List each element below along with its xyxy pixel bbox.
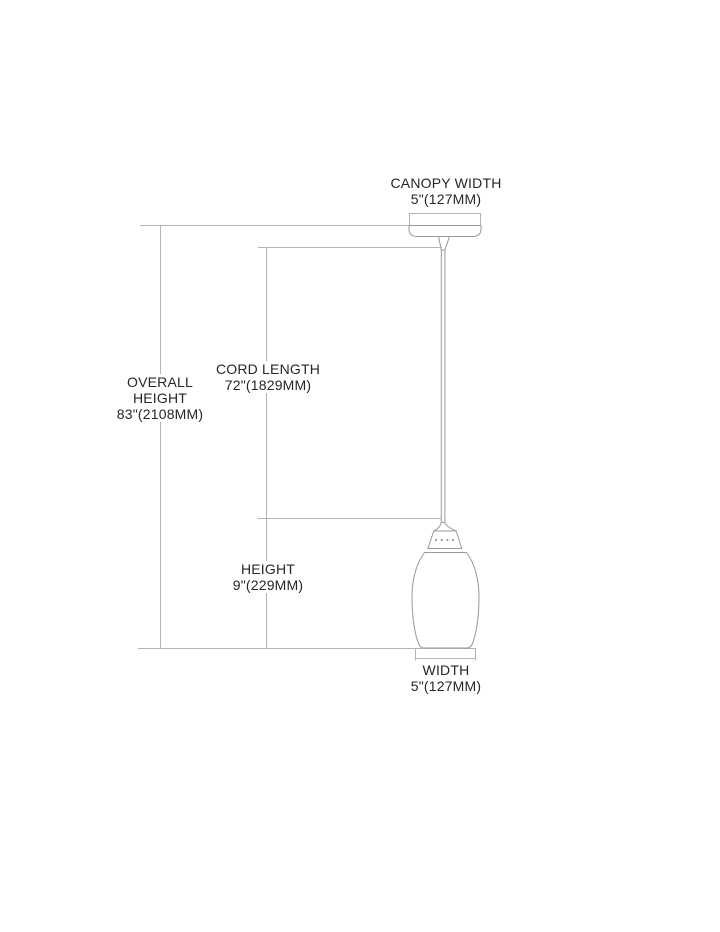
cord-length-label [213,361,323,393]
canopy-width-value: 5"(127MM) [410,191,482,207]
overall-height-title-line2: HEIGHT [132,390,188,406]
canopy-outline [409,226,481,237]
shade-width-title: WIDTH [422,662,470,678]
canopy-width-label [387,175,504,207]
overall-height-label [114,374,207,422]
socket-body-outline [428,531,462,549]
socket-set-screw-dots [435,539,454,541]
glass-shade-outline [412,553,479,649]
shade-height-title: HEIGHT [240,561,296,577]
shade-height-label [230,561,307,593]
shade-width-value: 5"(127MM) [410,678,482,694]
canopy-width-dimension-bracket [410,214,481,226]
shade-width-dimension-bracket [416,648,476,661]
shade-width-label [408,662,485,694]
cord-length-title: CORD LENGTH [215,361,321,377]
socket-cap-outline [434,523,456,532]
overall-height-value: 83"(2108MM) [116,406,204,422]
overall-height-title-line1: OVERALL [126,374,193,390]
canopy-width-title: CANOPY WIDTH [390,175,502,191]
shade-height-value: 9"(229MM) [232,577,304,593]
cord-length-value: 72"(1829MM) [224,377,312,393]
